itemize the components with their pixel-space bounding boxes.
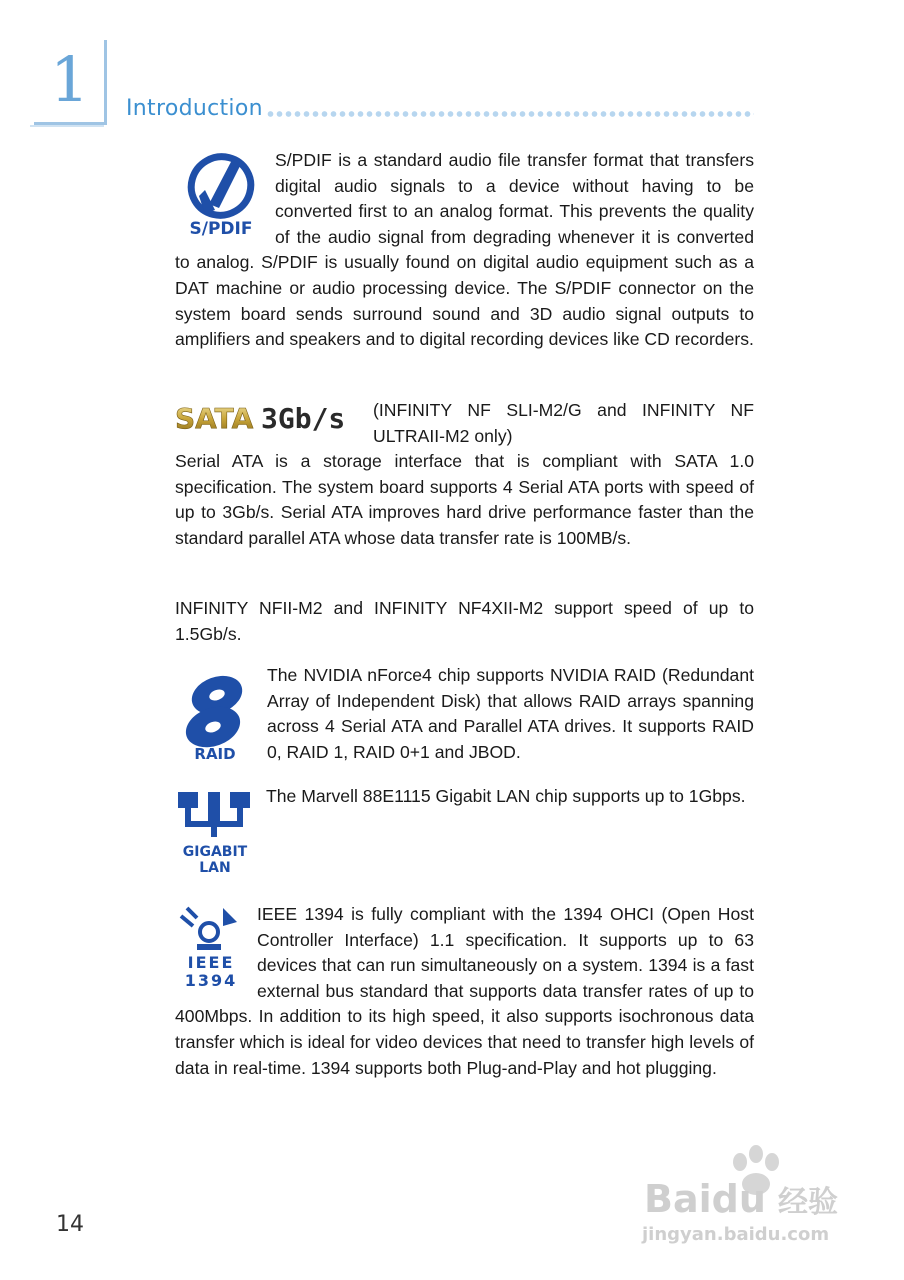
lan-section (175, 784, 754, 878)
lan-logo-text: LAN (199, 860, 231, 876)
gigabit-logo-text: GIGABIT (182, 844, 248, 860)
raid-logo-icon (175, 667, 259, 763)
raid-paragraph: The NVIDIA nForce4 chip supports NVIDIA RAID (Redundant Array of Independent Disk) that allows RAID arrays spanning across 4 Serial ATA and Parallel ATA drives. It supports RAID 0, RAID 1, RAID 0+1 and JBOD. (267, 665, 754, 762)
sata-section (175, 398, 754, 552)
sata-paragraph: Serial ATA is a storage interface that is compliant with SATA 1.0 specification. The system board supports 4 Serial ATA ports with speed of up to 3Gb/s. Serial ATA improves hard drive performance faster than the standard parallel ATA whose data transfer rate is 100MB/s. (175, 451, 754, 548)
spdif-section (175, 148, 754, 353)
raid-section (175, 663, 754, 765)
ieee-logo-text: IEEE (187, 953, 235, 972)
watermark-brand: Baidu (644, 1177, 766, 1221)
watermark-url: jingyan.baidu.com (642, 1224, 830, 1245)
page-number: 14 (56, 1212, 84, 1237)
sata-logo-icon (175, 398, 365, 438)
gigabit-lan-logo-icon (172, 788, 262, 878)
lan-paragraph: The Marvell 88E1115 Gigabit LAN chip supports up to 1Gbps. (266, 786, 746, 806)
ieee-1394-logo-icon (175, 904, 249, 992)
baidu-watermark (640, 1140, 870, 1260)
sata-models-paragraph: INFINITY NFII-M2 and INFINITY NF4XII-M2 support speed of up to 1.5Gb/s. (175, 598, 754, 644)
ieee-section (175, 902, 754, 1081)
ieee-paragraph: IEEE 1394 is fully compliant with the 1394 OHCI (Open Host Controller Interface) 1.1 specification. It supports up to 63 devices that can run simultaneously on a system. 1394 is a fast external bus standard that supports data transfer rates of up to 400Mbps. In addition to its high speed, it also supports isochronous data transfer which is ideal for video devices that need to transfer high levels of data in real-time. 1394 supports both Plug-and-Play and hot plugging. (175, 904, 754, 1078)
chapter-number: 1 (50, 43, 90, 116)
sata-logo-text: SATA (175, 402, 254, 435)
spdif-logo-text: S/PDIF (189, 219, 253, 239)
sata-speed-text: 3Gb/s (261, 402, 346, 435)
raid-logo-text: RAID (194, 745, 236, 763)
dotted-rule (266, 110, 754, 118)
spdif-paragraph: S/PDIF is a standard audio file transfer format that transfers digital audio signals to a device without having to be converted first to an analog format. This prevents the quality of the audio signal from degrading whenever it is converted to analog. S/PDIF is usually found on digital audio equipment such as a DAT machine or audio processing device. The S/PDIF connector on the system board sends surround sound and 3D audio signal outputs to amplifiers and speakers and to digital recording devices like CD recorders. (175, 150, 754, 350)
1394-logo-text: 1394 (184, 971, 238, 990)
sata-note: (INFINITY NF SLI-M2/G and INFINITY NF ULTRAII-M2 only) (373, 400, 754, 446)
section-title: Introduction (126, 96, 263, 121)
watermark-brand-cn: 经验 (778, 1185, 838, 1220)
spdif-logo-icon (175, 150, 267, 240)
